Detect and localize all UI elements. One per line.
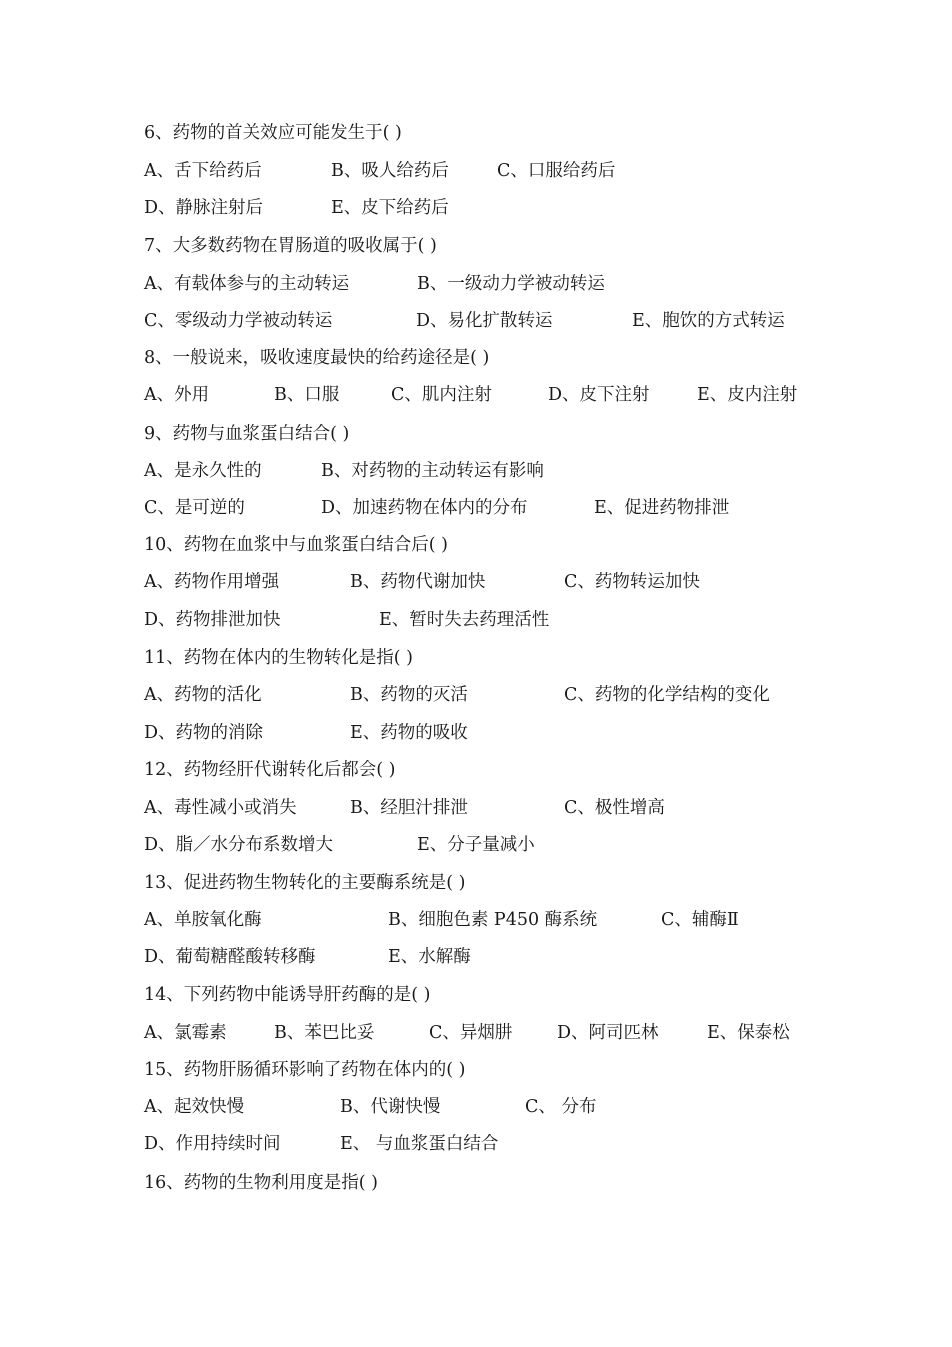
- option-e: E、分子量减小: [417, 835, 535, 855]
- option-b: B、苯巴比妥: [274, 1023, 375, 1043]
- option-e: E、保泰松: [707, 1023, 790, 1043]
- option-d: D、静脉注射后: [144, 198, 264, 218]
- option-a: A、起效快慢: [144, 1097, 245, 1117]
- question-16-stem: 16、药物的生物利用度是指( ): [144, 1173, 378, 1193]
- question-13-stem: 13、促进药物生物转化的主要酶系统是( ): [144, 873, 466, 893]
- option-a: A、是永久性的: [144, 461, 262, 481]
- option-b: B、经胆汁排泄: [350, 798, 468, 818]
- option-d: D、药物排泄加快: [144, 610, 281, 630]
- question-14-stem: 14、下列药物中能诱导肝药酶的是( ): [144, 985, 431, 1005]
- option-b: B、口服: [274, 385, 340, 405]
- option-c: C、极性增高: [564, 798, 665, 818]
- option-c: C、药物转运加快: [564, 572, 700, 592]
- option-d: D、作用持续时间: [144, 1134, 281, 1154]
- option-c: C、 分布: [525, 1097, 597, 1117]
- option-a: A、舌下给药后: [144, 161, 262, 181]
- option-e: E、 与血浆蛋白结合: [340, 1134, 499, 1154]
- question-10-stem: 10、药物在血浆中与血浆蛋白结合后( ): [144, 535, 448, 555]
- option-d: D、易化扩散转运: [416, 311, 553, 331]
- question-9-stem: 9、药物与血浆蛋白结合( ): [144, 424, 350, 444]
- option-d: D、加速药物在体内的分布: [321, 498, 528, 518]
- option-e: E、水解酶: [388, 947, 471, 967]
- option-d: D、阿司匹林: [557, 1023, 659, 1043]
- option-d: D、药物的消除: [144, 723, 264, 743]
- option-d: D、皮下注射: [548, 385, 650, 405]
- option-b: B、药物代谢加快: [350, 572, 486, 592]
- option-b: B、对药物的主动转运有影响: [321, 461, 544, 481]
- option-d: D、葡萄糖醛酸转移酶: [144, 947, 316, 967]
- option-c: C、肌内注射: [391, 385, 492, 405]
- question-6-stem: 6、药物的首关效应可能发生于( ): [144, 123, 402, 143]
- question-11-stem: 11、药物在体内的生物转化是指( ): [144, 648, 413, 668]
- option-b: B、细胞色素 P450 酶系统: [388, 910, 598, 930]
- option-a: A、单胺氧化酶: [144, 910, 262, 930]
- option-a: A、药物的活化: [144, 685, 262, 705]
- option-e: E、促进药物排泄: [594, 498, 730, 518]
- option-c: C、辅酶Ⅱ: [661, 910, 739, 930]
- option-b: B、药物的灭活: [350, 685, 468, 705]
- option-e: E、胞饮的方式转运: [632, 311, 785, 331]
- option-b: B、一级动力学被动转运: [417, 274, 605, 294]
- question-15-stem: 15、药物肝肠循环影响了药物在体内的( ): [144, 1060, 466, 1080]
- option-e: E、暂时失去药理活性: [379, 610, 550, 630]
- option-c: C、异烟肼: [429, 1023, 513, 1043]
- option-e: E、皮内注射: [697, 385, 798, 405]
- option-d: D、脂／水分布系数增大: [144, 835, 334, 855]
- option-a: A、毒性减小或消失: [144, 798, 297, 818]
- option-e: E、药物的吸收: [350, 723, 468, 743]
- option-c: C、是可逆的: [144, 498, 245, 518]
- option-b: B、吸人给药后: [331, 161, 449, 181]
- question-12-stem: 12、药物经肝代谢转化后都会( ): [144, 760, 396, 780]
- question-7-stem: 7、大多数药物在胃肠道的吸收属于( ): [144, 236, 437, 256]
- option-a: A、氯霉素: [144, 1023, 227, 1043]
- option-a: A、药物作用增强: [144, 572, 280, 592]
- option-c: C、口服给药后: [497, 161, 616, 181]
- option-a: A、有载体参与的主动转运: [144, 274, 350, 294]
- question-8-stem: 8、一般说来，吸收速度最快的给药途径是( ): [144, 348, 490, 368]
- option-e: E、皮下给药后: [331, 198, 449, 218]
- option-c: C、零级动力学被动转运: [144, 311, 333, 331]
- option-a: A、外用: [144, 385, 210, 405]
- option-c: C、药物的化学结构的变化: [564, 685, 770, 705]
- option-b: B、代谢快慢: [340, 1097, 441, 1117]
